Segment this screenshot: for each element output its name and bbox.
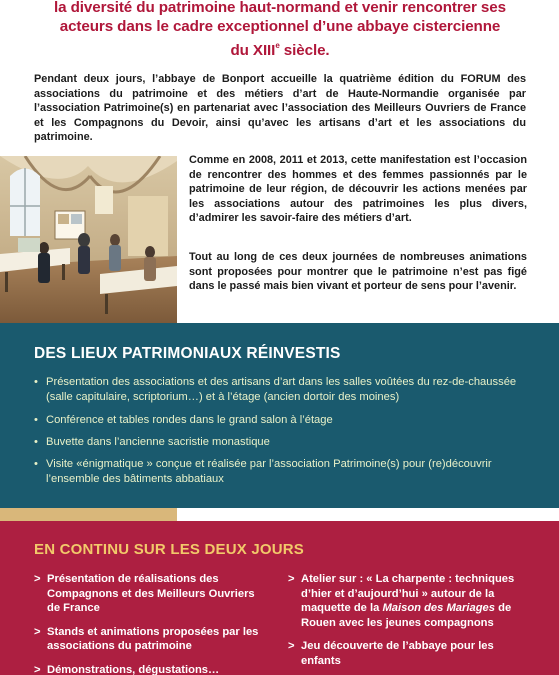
list-item-text: Présentation de réalisations des Compagnons et des Meilleurs Ouvriers de France [47,573,255,615]
bullet-icon: • [34,413,38,426]
list-item [34,663,262,675]
list-item [288,639,528,668]
list-item [34,375,529,406]
intro-heading [34,0,526,60]
continu-list-left [34,572,262,675]
chevron-right-icon: > [288,640,295,653]
list-item-text [301,573,514,629]
intro-line-3-pre: du XIII [230,42,276,59]
list-item-text: Buvette dans l’ancienne sacristie monastique [46,435,270,448]
bullet-icon: • [34,458,38,471]
continu-section [0,521,559,675]
chevron-right-icon: > [34,573,41,585]
lieux-list [34,375,529,495]
bullet-icon: • [34,435,38,448]
list-item-text: Présentation des associations et des artisans d’art dans les salles voûtées du rez-de-chaussée (salle capitulaire, scriptorium…) et à l’étage (ancien dortoir des moines) [46,376,517,404]
abbey-interior-illustration [0,156,177,323]
list-item-text: Stands et animations proposées par les associations du patrimoine [47,625,259,653]
bullet-icon: • [34,376,38,388]
list-item-text: Visite «énigmatique » conçue et réalisée par l’association Patrimoine(s) pour (re)découvrir l’ensemble des bâtiments abbatiaux [46,458,492,486]
lieux-section-title: DES LIEUX PATRIMONIAUX RÉINVESTIS [34,345,341,362]
list-item [34,457,529,488]
list-item [34,625,262,654]
list-item [34,413,529,428]
body-paragraph-editions: Comme en 2008, 2011 et 2013, cette manifestation est l’occasion de rencontrer des hommes et des femmes passionnés par le patrimoine de leur région, de découvrir les actions menées par les associations autour des patrimoines les plus divers, d’admirer les savoir-faire des métiers d’art. [189,154,527,225]
list-item-text: Jeu découverte de l’abbaye pour les enfants [301,640,494,667]
decorative-divider [0,508,177,521]
intro-line-2: acteurs dans le cadre exceptionnel d’une abbaye cistercienne [59,18,501,35]
intro-line-3-post: siècle. [279,42,330,59]
list-item [34,435,529,450]
list-item-text: Conférence et tables rondes dans le grand salon à l’étage [46,413,333,426]
chevron-right-icon: > [34,663,41,675]
intro-paragraph: Pendant deux jours, l’abbaye de Bonport accueille la quatrième édition du FORUM des associations du patrimoine et des métiers d’art de Haute-Normandie organisée par l’association Patrimoine(s) en partenariat avec l’association des Meilleurs Ouvriers de France et les Compagnons du Devoir, ainsi qu’avec les artisans d’art et les associations du patrimoine. [34,73,526,144]
lieux-section [0,323,559,508]
list-item [34,572,262,616]
continu-list-right [288,572,528,675]
intro-line-3 [34,36,526,60]
list-item [288,572,528,630]
list-item-text: Démonstrations, dégustations… [47,663,220,675]
abbey-interior-photo [0,156,177,323]
intro-line-1: la diversité du patrimoine haut-normand et venir rencontrer ses [54,0,506,16]
continu-section-title: EN CONTINU SUR LES DEUX JOURS [34,541,304,558]
atelier-text-start: Atelier sur : « La charpente : techniques d’hier et d’aujourd’hui » autour de la maquette de la [301,573,515,615]
body-paragraph-animations: Tout au long de ces deux journées de nombreuses animations sont proposées pour montrer que le patrimoine n’est pas figé dans le passé mais bien vivant et porteur de sens pour l’avenir. [189,251,527,293]
intro-line-3-sup: e [275,41,280,50]
atelier-text-end: de Rouen avec les jeunes compagnons [301,602,512,629]
chevron-right-icon: > [34,625,41,638]
atelier-text-italic: Maison des Mariages [382,602,495,615]
chevron-right-icon: > [288,573,295,585]
